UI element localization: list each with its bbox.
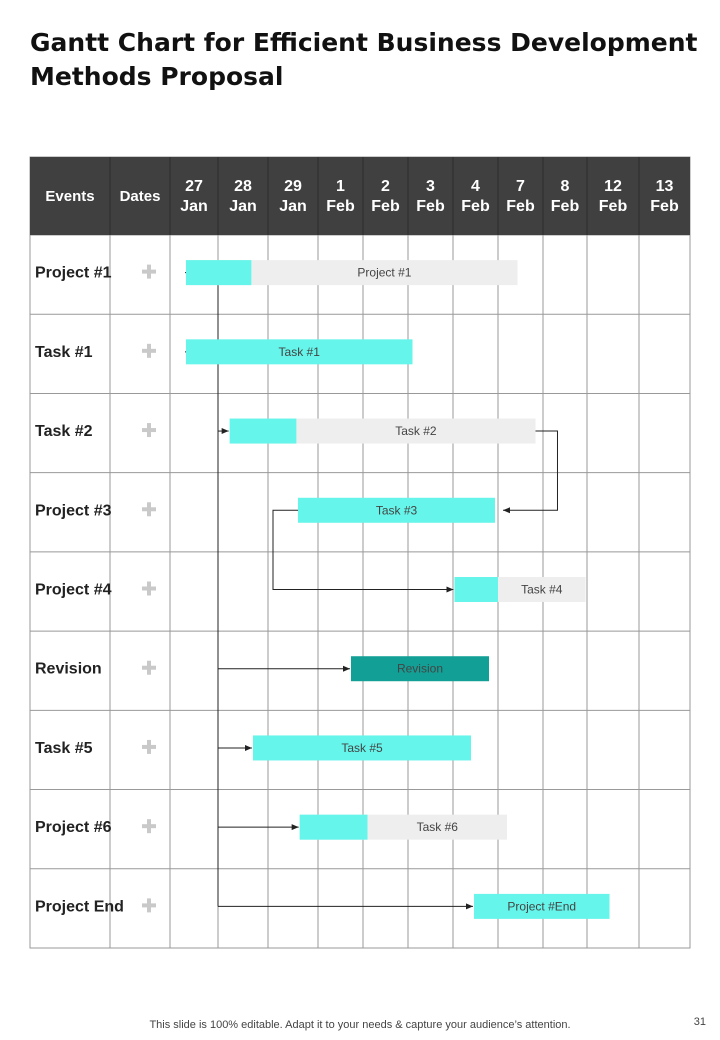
row-label: Project #6 (35, 819, 112, 837)
bar-label: Task #4 (521, 582, 563, 597)
plus-icon-v (147, 423, 151, 437)
plus-icon-v (147, 344, 151, 358)
plus-icon-v (147, 898, 151, 912)
row-label: Task #2 (35, 423, 93, 441)
bar-label: Task #1 (278, 344, 320, 359)
plus-icon (142, 661, 156, 675)
plus-icon (142, 423, 156, 437)
bar-label: Project #1 (357, 265, 412, 280)
plus-icon (142, 582, 156, 596)
row-label: Task #1 (35, 343, 93, 361)
row-label: Project #3 (35, 502, 112, 520)
bar-label: Task #2 (395, 424, 437, 439)
plus-icon-v (147, 502, 151, 516)
footer-note: This slide is 100% editable. Adapt it to your needs & capture your audience’s attention. (149, 1019, 571, 1031)
gantt-bar (186, 339, 413, 364)
header-date-month: Feb (650, 198, 679, 215)
bar-label: Task #5 (341, 740, 383, 755)
header-date-month: Feb (416, 198, 445, 215)
bar-progress (454, 577, 498, 602)
gantt-bar (230, 419, 536, 444)
bar-label: Task #3 (375, 503, 418, 518)
header-date-day: 29 (284, 178, 302, 195)
gantt-bar (298, 498, 495, 523)
header-date-day: 2 (381, 178, 390, 195)
page-title: Gantt Chart for Efficient Business Development Methods Proposal (30, 28, 698, 91)
header-date-day: 4 (471, 178, 480, 195)
gantt-bar (474, 894, 610, 919)
plus-icon-v (147, 265, 151, 279)
header-date-day: 13 (655, 178, 674, 195)
row-label: Revision (35, 660, 102, 678)
header-date-day: 7 (516, 178, 525, 195)
plus-icon (142, 740, 156, 754)
bar-label: Project #End (507, 899, 577, 914)
header-date-month: Jan (279, 198, 307, 215)
plus-icon (142, 502, 156, 516)
header-date-month: Feb (506, 198, 535, 215)
plus-icon-v (147, 740, 151, 754)
bar-progress (300, 815, 368, 840)
gantt-bar (351, 656, 489, 681)
header-date-day: 28 (234, 178, 252, 195)
gantt-bar (300, 815, 507, 840)
row-label: Project #4 (35, 581, 112, 599)
plus-icon (142, 265, 156, 279)
gantt-bar (454, 577, 585, 602)
row-label: Task #5 (35, 739, 93, 757)
header-date-day: 27 (185, 178, 203, 195)
header-date-month: Jan (180, 198, 208, 215)
bar-label: Task #6 (416, 820, 458, 835)
bar-label: Revision (396, 661, 444, 676)
row-label: Project End (35, 898, 124, 916)
header-date-month: Feb (461, 198, 490, 215)
header-dates: Dates (119, 188, 161, 205)
plus-icon-v (147, 661, 151, 675)
header-date-month: Feb (598, 198, 628, 215)
row-label: Project #1 (35, 264, 112, 282)
plus-icon (142, 898, 156, 912)
header-date-month: Jan (229, 198, 257, 215)
header-date-month: Feb (371, 198, 400, 215)
header-date-month: Feb (326, 198, 355, 215)
plus-icon-v (147, 819, 151, 833)
header-date-month: Feb (550, 198, 580, 215)
bar-progress (230, 419, 297, 444)
header-date-day: 1 (336, 178, 345, 195)
gantt-bar (186, 260, 518, 285)
plus-icon (142, 344, 156, 358)
header-date-day: 12 (604, 178, 622, 195)
gantt-bar (253, 735, 471, 760)
header-events: Events (45, 188, 95, 205)
header-date-day: 8 (560, 178, 570, 195)
header-date-day: 3 (426, 178, 435, 195)
plus-icon (142, 819, 156, 833)
plus-icon-v (147, 582, 151, 596)
page-number: 31 (693, 1016, 706, 1028)
bar-progress (186, 260, 251, 285)
